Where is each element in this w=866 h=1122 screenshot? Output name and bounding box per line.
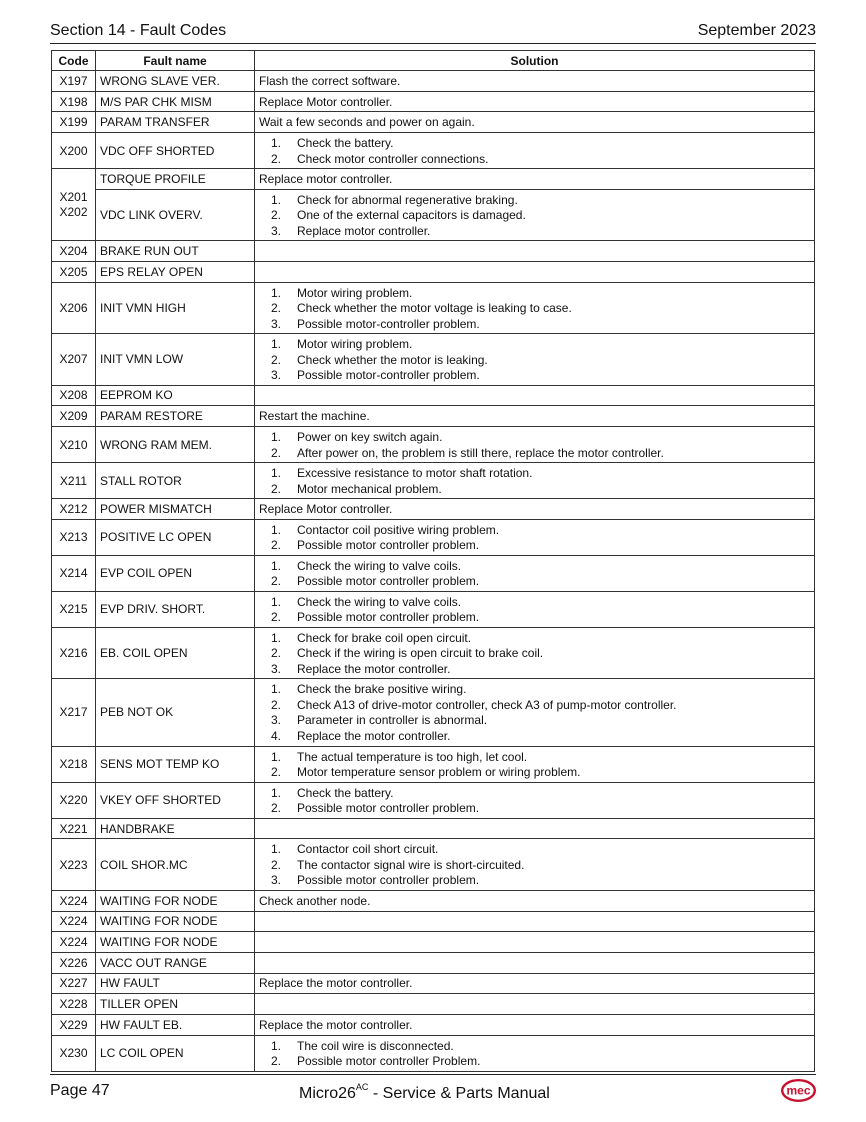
table-row bbox=[52, 591, 815, 627]
step-text: Possible motor controller problem. bbox=[297, 610, 480, 625]
fault-name-cell: LC COIL OPEN bbox=[96, 1035, 255, 1071]
step-text: Possible motor-controller problem. bbox=[297, 368, 480, 383]
solution-cell bbox=[255, 932, 815, 953]
solution-step bbox=[259, 610, 810, 626]
fault-name-cell: WRONG RAM MEM. bbox=[96, 427, 255, 463]
solution-cell bbox=[255, 627, 815, 679]
step-number: 2. bbox=[271, 538, 282, 553]
column-header-fault-name: Fault name bbox=[96, 51, 255, 71]
step-text: The coil wire is disconnected. bbox=[297, 1038, 454, 1053]
table-row bbox=[52, 519, 815, 555]
fault-codes-table bbox=[51, 50, 815, 1072]
fault-name-cell: PARAM TRANSFER bbox=[96, 112, 255, 133]
step-number: 1. bbox=[271, 522, 282, 537]
fault-code-cell: X206 bbox=[52, 282, 96, 334]
manual-title-suffix: - Service & Parts Manual bbox=[368, 1085, 550, 1102]
fault-code-cell bbox=[52, 169, 96, 241]
solution-cell bbox=[255, 591, 815, 627]
solution-steps bbox=[259, 463, 810, 498]
fault-name-cell: EVP DRIV. SHORT. bbox=[96, 591, 255, 627]
step-text: Replace the motor controller. bbox=[297, 661, 451, 676]
step-number: 1. bbox=[271, 337, 282, 352]
solution-step bbox=[259, 538, 810, 554]
solution-cell bbox=[255, 133, 815, 169]
solution-step bbox=[259, 682, 810, 698]
solution-steps bbox=[259, 283, 810, 334]
solution-step bbox=[259, 301, 810, 317]
solution-step bbox=[259, 729, 810, 745]
solution-cell: Replace Motor controller. bbox=[255, 91, 815, 112]
solution-cell: Replace the motor controller. bbox=[255, 1015, 815, 1036]
step-number: 1. bbox=[271, 192, 282, 207]
solution-step bbox=[259, 873, 810, 889]
solution-step bbox=[259, 482, 810, 498]
step-number: 2. bbox=[271, 765, 282, 780]
table-row bbox=[52, 679, 815, 747]
fault-code-cell: X212 bbox=[52, 499, 96, 520]
fault-code-cell: X197 bbox=[52, 71, 96, 92]
manual-title-prefix: Micro26 bbox=[299, 1085, 356, 1102]
solution-steps bbox=[259, 679, 810, 745]
fault-name-cell: VDC LINK OVERV. bbox=[96, 189, 255, 241]
section-title: Section 14 - Fault Codes bbox=[50, 22, 227, 39]
solution-cell: Replace motor controller. bbox=[255, 169, 815, 190]
solution-cell: Restart the machine. bbox=[255, 406, 815, 427]
solution-step bbox=[259, 152, 810, 168]
fault-code-cell: X216 bbox=[52, 627, 96, 679]
solution-step bbox=[259, 713, 810, 729]
step-text: Check the battery. bbox=[297, 136, 394, 151]
table-row bbox=[52, 241, 815, 262]
fault-name-cell: HW FAULT EB. bbox=[96, 1015, 255, 1036]
step-text: Excessive resistance to motor shaft rotation. bbox=[297, 466, 533, 480]
table-row bbox=[52, 385, 815, 406]
fault-code-cell: X215 bbox=[52, 591, 96, 627]
fault-code-cell: X213 bbox=[52, 519, 96, 555]
table-row bbox=[52, 91, 815, 112]
step-number: 2. bbox=[271, 610, 282, 625]
solution-steps bbox=[259, 427, 810, 462]
solution-steps bbox=[259, 556, 810, 591]
mec-logo bbox=[781, 1079, 816, 1102]
solution-steps bbox=[259, 839, 810, 890]
fault-code-cell: X198 bbox=[52, 91, 96, 112]
table-row bbox=[52, 1035, 815, 1071]
solution-cell bbox=[255, 839, 815, 891]
solution-step bbox=[259, 662, 810, 678]
fault-code-cell: X227 bbox=[52, 973, 96, 994]
solution-cell bbox=[255, 427, 815, 463]
fault-code-cell: X204 bbox=[52, 241, 96, 262]
solution-step bbox=[259, 1054, 810, 1070]
manual-title-superscript: AC bbox=[355, 1082, 369, 1092]
step-number: 2. bbox=[271, 697, 282, 712]
step-text: One of the external capacitors is damaged. bbox=[297, 208, 526, 223]
step-number: 1. bbox=[271, 630, 282, 645]
solution-cell bbox=[255, 679, 815, 747]
table-row bbox=[52, 499, 815, 520]
step-number: 1. bbox=[271, 466, 282, 480]
solution-step bbox=[259, 224, 810, 240]
step-text: Check the battery. bbox=[297, 785, 394, 800]
step-number: 2. bbox=[271, 801, 282, 816]
fault-name-cell: WAITING FOR NODE bbox=[96, 932, 255, 953]
solution-cell: Replace Motor controller. bbox=[255, 499, 815, 520]
fault-name-cell: COIL SHOR.MC bbox=[96, 839, 255, 891]
step-text: Check for brake coil open circuit. bbox=[297, 630, 472, 645]
step-text: Possible motor controller problem. bbox=[297, 538, 480, 553]
solution-cell bbox=[255, 994, 815, 1015]
solution-step bbox=[259, 646, 810, 662]
step-number: 3. bbox=[271, 873, 282, 888]
step-number: 2. bbox=[271, 481, 282, 496]
table-row bbox=[52, 189, 815, 241]
fault-name-cell: PARAM RESTORE bbox=[96, 406, 255, 427]
manual-title bbox=[299, 1082, 550, 1103]
solution-step bbox=[259, 193, 810, 209]
fault-name-cell: PEB NOT OK bbox=[96, 679, 255, 747]
solution-steps bbox=[259, 334, 810, 385]
step-text: Check motor controller connections. bbox=[297, 151, 489, 166]
step-text: Check the wiring to valve coils. bbox=[297, 594, 462, 609]
fault-code-cell: X228 bbox=[52, 994, 96, 1015]
solution-cell bbox=[255, 334, 815, 386]
fault-code-group: X201 X202 bbox=[59, 189, 88, 219]
table-row bbox=[52, 994, 815, 1015]
step-number: 2. bbox=[271, 445, 282, 460]
fault-code-cell: X199 bbox=[52, 112, 96, 133]
step-text: Motor wiring problem. bbox=[297, 285, 413, 300]
solution-step bbox=[259, 317, 810, 333]
solution-steps bbox=[259, 133, 810, 168]
step-text: Contactor coil positive wiring problem. bbox=[297, 522, 500, 537]
step-text: Possible motor controller problem. bbox=[297, 873, 480, 888]
solution-step bbox=[259, 1039, 810, 1055]
fault-name-cell: STALL ROTOR bbox=[96, 463, 255, 499]
table-row bbox=[52, 746, 815, 782]
fault-code-cell: X214 bbox=[52, 555, 96, 591]
step-number: 1. bbox=[271, 785, 282, 800]
step-text: Motor mechanical problem. bbox=[297, 481, 442, 496]
solution-cell bbox=[255, 911, 815, 932]
table-header-row bbox=[52, 51, 815, 71]
step-number: 3. bbox=[271, 713, 282, 728]
step-text: Power on key switch again. bbox=[297, 430, 443, 444]
step-number: 2. bbox=[271, 301, 282, 316]
step-text: Parameter in controller is abnormal. bbox=[297, 713, 488, 728]
fault-code-cell: X230 bbox=[52, 1035, 96, 1071]
table-row bbox=[52, 282, 815, 334]
table-row bbox=[52, 427, 815, 463]
step-number: 1. bbox=[271, 136, 282, 151]
fault-name-cell: HANDBRAKE bbox=[96, 818, 255, 839]
step-text: Check whether the motor voltage is leaking to case. bbox=[297, 301, 572, 316]
step-number: 1. bbox=[271, 594, 282, 609]
step-text: The actual temperature is too high, let cool. bbox=[297, 749, 528, 764]
step-text: Check the wiring to valve coils. bbox=[297, 558, 462, 573]
solution-cell: Replace the motor controller. bbox=[255, 973, 815, 994]
solution-step bbox=[259, 858, 810, 874]
solution-cell bbox=[255, 385, 815, 406]
fault-code-cell: X200 bbox=[52, 133, 96, 169]
fault-code-cell: X218 bbox=[52, 746, 96, 782]
step-text: Motor temperature sensor problem or wiring problem. bbox=[297, 765, 581, 780]
solution-steps bbox=[259, 520, 810, 555]
fault-code-cell: X223 bbox=[52, 839, 96, 891]
solution-cell bbox=[255, 241, 815, 262]
solution-step bbox=[259, 337, 810, 353]
table-row bbox=[52, 627, 815, 679]
solution-step bbox=[259, 446, 810, 462]
page-footer bbox=[50, 1074, 816, 1105]
step-text: Possible motor controller problem. bbox=[297, 801, 480, 816]
solution-step bbox=[259, 801, 810, 817]
fault-name-cell: HW FAULT bbox=[96, 973, 255, 994]
table-row bbox=[52, 112, 815, 133]
step-text: After power on, the problem is still there, replace the motor controller. bbox=[297, 445, 664, 460]
solution-step bbox=[259, 523, 810, 539]
solution-steps bbox=[259, 1036, 810, 1071]
step-number: 1. bbox=[271, 558, 282, 573]
solution-step bbox=[259, 698, 810, 714]
fault-name-cell: WRONG SLAVE VER. bbox=[96, 71, 255, 92]
fault-name-cell: BRAKE RUN OUT bbox=[96, 241, 255, 262]
table-row bbox=[52, 973, 815, 994]
table-row bbox=[52, 1015, 815, 1036]
step-number: 3. bbox=[271, 368, 282, 383]
step-text: Check A13 of drive-motor controller, check A3 of pump-motor controller. bbox=[297, 697, 677, 712]
page-header bbox=[50, 21, 816, 44]
step-number: 1. bbox=[271, 1038, 282, 1053]
solution-cell bbox=[255, 746, 815, 782]
fault-name-cell: POWER MISMATCH bbox=[96, 499, 255, 520]
solution-step bbox=[259, 136, 810, 152]
solution-cell bbox=[255, 952, 815, 973]
fault-name-cell: TORQUE PROFILE bbox=[96, 169, 255, 190]
step-text: The contactor signal wire is short-circuited. bbox=[297, 857, 525, 872]
solution-step bbox=[259, 353, 810, 369]
fault-code-cell: X207 bbox=[52, 334, 96, 386]
fault-name-cell: SENS MOT TEMP KO bbox=[96, 746, 255, 782]
fault-name-cell: EB. COIL OPEN bbox=[96, 627, 255, 679]
step-number: 1. bbox=[271, 749, 282, 764]
step-number: 3. bbox=[271, 316, 282, 331]
step-text: Check whether the motor is leaking. bbox=[297, 352, 488, 367]
solution-cell: Flash the correct software. bbox=[255, 71, 815, 92]
table-row bbox=[52, 334, 815, 386]
solution-cell: Check another node. bbox=[255, 890, 815, 911]
fault-name-cell: INIT VMN LOW bbox=[96, 334, 255, 386]
step-text: Contactor coil short circuit. bbox=[297, 842, 439, 857]
table-row bbox=[52, 890, 815, 911]
fault-code-cell: X226 bbox=[52, 952, 96, 973]
step-number: 4. bbox=[271, 728, 282, 743]
solution-cell bbox=[255, 282, 815, 334]
table-row bbox=[52, 71, 815, 92]
solution-cell bbox=[255, 782, 815, 818]
table-row bbox=[52, 169, 815, 190]
solution-step bbox=[259, 466, 810, 482]
fault-code-cell: X208 bbox=[52, 385, 96, 406]
fault-code-cell: X217 bbox=[52, 679, 96, 747]
fault-name-cell: EVP COIL OPEN bbox=[96, 555, 255, 591]
fault-code-cell: X224 bbox=[52, 932, 96, 953]
solution-cell bbox=[255, 189, 815, 241]
fault-name-cell: EPS RELAY OPEN bbox=[96, 261, 255, 282]
fault-name-cell: WAITING FOR NODE bbox=[96, 911, 255, 932]
solution-step bbox=[259, 842, 810, 858]
step-text: Motor wiring problem. bbox=[297, 337, 413, 352]
step-number: 2. bbox=[271, 1054, 282, 1069]
table-row bbox=[52, 911, 815, 932]
table-row bbox=[52, 406, 815, 427]
step-number: 2. bbox=[271, 574, 282, 589]
solution-step bbox=[259, 368, 810, 384]
fault-table-body bbox=[52, 71, 815, 1072]
solution-step bbox=[259, 286, 810, 302]
solution-cell: Wait a few seconds and power on again. bbox=[255, 112, 815, 133]
solution-step bbox=[259, 750, 810, 766]
fault-name-cell: INIT VMN HIGH bbox=[96, 282, 255, 334]
fault-code-cell: X229 bbox=[52, 1015, 96, 1036]
solution-cell bbox=[255, 1035, 815, 1071]
step-text: Replace motor controller. bbox=[297, 223, 431, 238]
solution-cell bbox=[255, 261, 815, 282]
step-text: Replace the motor controller. bbox=[297, 728, 451, 743]
fault-name-cell: VDC OFF SHORTED bbox=[96, 133, 255, 169]
fault-name-cell: TILLER OPEN bbox=[96, 994, 255, 1015]
fault-name-cell: POSITIVE LC OPEN bbox=[96, 519, 255, 555]
table-row bbox=[52, 932, 815, 953]
fault-name-cell: M/S PAR CHK MISM bbox=[96, 91, 255, 112]
solution-cell bbox=[255, 818, 815, 839]
solution-cell bbox=[255, 555, 815, 591]
solution-cell bbox=[255, 463, 815, 499]
step-text: Check if the wiring is open circuit to brake coil. bbox=[297, 646, 544, 661]
step-number: 2. bbox=[271, 646, 282, 661]
table-row bbox=[52, 133, 815, 169]
solution-step bbox=[259, 559, 810, 575]
solution-cell bbox=[255, 519, 815, 555]
table-row bbox=[52, 839, 815, 891]
column-header-code: Code bbox=[52, 51, 96, 71]
page-number: Page 47 bbox=[50, 1082, 110, 1099]
solution-step bbox=[259, 430, 810, 446]
column-header-solution: Solution bbox=[255, 51, 815, 71]
fault-code-cell: X209 bbox=[52, 406, 96, 427]
fault-name-cell: VACC OUT RANGE bbox=[96, 952, 255, 973]
step-number: 1. bbox=[271, 430, 282, 444]
fault-name-cell: EEPROM KO bbox=[96, 385, 255, 406]
table-row bbox=[52, 555, 815, 591]
solution-steps bbox=[259, 190, 810, 241]
fault-name-cell: VKEY OFF SHORTED bbox=[96, 782, 255, 818]
solution-steps bbox=[259, 592, 810, 627]
logo-text: mec bbox=[786, 1083, 811, 1098]
table-row bbox=[52, 463, 815, 499]
fault-code-cell: X211 bbox=[52, 463, 96, 499]
fault-code-cell: X221 bbox=[52, 818, 96, 839]
step-text: Possible motor-controller problem. bbox=[297, 316, 480, 331]
step-text: Possible motor controller problem. bbox=[297, 574, 480, 589]
step-number: 2. bbox=[271, 151, 282, 166]
step-number: 1. bbox=[271, 842, 282, 857]
step-text: Check the brake positive wiring. bbox=[297, 682, 467, 697]
step-number: 3. bbox=[271, 661, 282, 676]
header-date: September 2023 bbox=[697, 22, 816, 39]
fault-code-cell: X224 bbox=[52, 911, 96, 932]
table-row bbox=[52, 261, 815, 282]
solution-steps bbox=[259, 783, 810, 818]
solution-step bbox=[259, 765, 810, 781]
solution-step bbox=[259, 574, 810, 590]
solution-step bbox=[259, 631, 810, 647]
solution-steps bbox=[259, 747, 810, 782]
table-row bbox=[52, 818, 815, 839]
step-number: 1. bbox=[271, 285, 282, 300]
fault-code-cell: X205 bbox=[52, 261, 96, 282]
step-number: 2. bbox=[271, 352, 282, 367]
solution-step bbox=[259, 595, 810, 611]
fault-code-cell: X220 bbox=[52, 782, 96, 818]
step-text: Possible motor controller Problem. bbox=[297, 1054, 481, 1069]
step-number: 3. bbox=[271, 223, 282, 238]
fault-code-cell: X224 bbox=[52, 890, 96, 911]
fault-code-cell: X210 bbox=[52, 427, 96, 463]
solution-step bbox=[259, 208, 810, 224]
solution-steps bbox=[259, 628, 810, 679]
step-number: 1. bbox=[271, 682, 282, 697]
step-text: Check for abnormal regenerative braking. bbox=[297, 192, 518, 207]
table-row bbox=[52, 782, 815, 818]
step-number: 2. bbox=[271, 208, 282, 223]
fault-name-cell: WAITING FOR NODE bbox=[96, 890, 255, 911]
solution-step bbox=[259, 786, 810, 802]
table-row bbox=[52, 952, 815, 973]
step-number: 2. bbox=[271, 857, 282, 872]
